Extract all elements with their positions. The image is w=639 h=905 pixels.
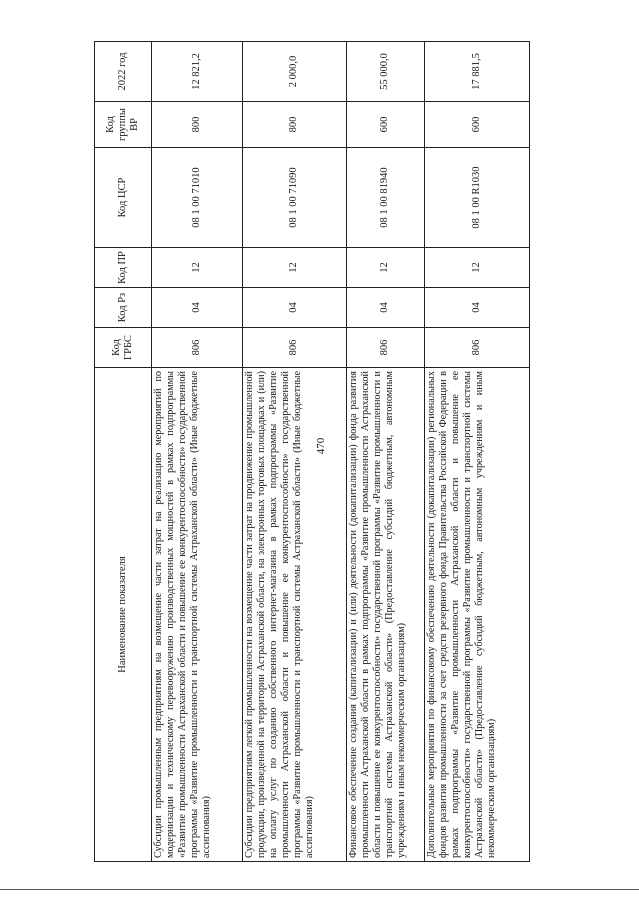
row-grbs: 806 — [425, 328, 530, 368]
row-name: Финансовое обеспечение создания (капитализации) и (или) деятельности (докапитализации) фонда развития промышленности Астраханской области в рамках подпрограммы «Развитие промышленности Астраханской области и повышение ее конкурентоспособности» государственной программы «Развитие промышленности и транспортной системы Астраханской области» (Предоставление субсидий бюджетным, автономным учреждениям и иным некоммерческим организациям) — [347, 368, 425, 862]
header-pr: Код ПР — [95, 248, 152, 288]
row-csr: 08 1 00 81940 — [347, 148, 425, 248]
row-pr: 12 — [243, 248, 347, 288]
rotated-table-wrapper — [94, 42, 526, 862]
row-name: Дополнительные мероприятия по финансовому обеспечению деятельности (докапитализации) региональных фондов развития промышленности за счет средств резервного фонда Правительства Российской Федерации в рамках подпрограммы «Развитие промышленности Астраханской области и повышение ее конкурентоспособности» государственной программы «Развитие промышленности и транспортной системы Астраханской области» (Предоставление субсидий бюджетным, автономным учреждениям и иным некоммерческим организациям) — [425, 368, 530, 862]
table-row — [152, 42, 243, 862]
table-row — [347, 42, 425, 862]
row-year: 2 000,0 — [243, 42, 347, 102]
row-name: Субсидии предприятиям легкой промышленности на возмещение части затрат на продвижение промышленной продукции, произведенной на территории Астраханской области, на электронных торговых площадках и (или) на оплату услуг по созданию собственного интернет-магазина в рамках подпрограммы «Развитие промышленности Астраханской области и повышение ее конкурентоспособности» государственной программы «Развитие промышленности и транспортной системы Астраханской области» (Иные бюджетные ассигнования) — [243, 368, 347, 862]
row-rz: 04 — [347, 288, 425, 328]
row-name: Субсидии промышленным предприятиям на возмещение части затрат на реализацию мероприятий по модернизации и техническому перевооружению производственных мощностей в рамках подпрограммы «Развитие промышленности Астраханской области и повышение ее конкурентоспособности» государственной программы «Развитие промышленности и транспортной системы Астраханской области» (Иные бюджетные ассигнования) — [152, 368, 243, 862]
header-rz: Код Рз — [95, 288, 152, 328]
header-name: Наименование показателя — [95, 368, 152, 862]
row-vr: 600 — [347, 102, 425, 148]
row-year: 17 881,5 — [425, 42, 530, 102]
row-grbs: 806 — [152, 328, 243, 368]
row-vr: 800 — [243, 102, 347, 148]
table-row — [425, 42, 530, 862]
row-csr: 08 1 00 R1030 — [425, 148, 530, 248]
row-csr: 08 1 00 71010 — [152, 148, 243, 248]
row-grbs: 806 — [243, 328, 347, 368]
header-vr: Код группы ВР — [95, 102, 152, 148]
header-year: 2022 год — [95, 42, 152, 102]
row-csr: 08 1 00 71090 — [243, 148, 347, 248]
table-header-row — [95, 42, 152, 862]
bottom-divider — [0, 889, 639, 890]
header-grbs: Код ГРБС — [95, 328, 152, 368]
row-vr: 800 — [152, 102, 243, 148]
row-pr: 12 — [347, 248, 425, 288]
row-pr: 12 — [152, 248, 243, 288]
row-grbs: 806 — [347, 328, 425, 368]
page-number: 470 — [315, 437, 327, 455]
row-rz: 04 — [425, 288, 530, 328]
header-csr: Код ЦСР — [95, 148, 152, 248]
row-year: 12 821,2 — [152, 42, 243, 102]
row-pr: 12 — [425, 248, 530, 288]
table-row — [243, 42, 347, 862]
row-year: 55 000,0 — [347, 42, 425, 102]
budget-table — [94, 41, 530, 862]
row-rz: 04 — [243, 288, 347, 328]
row-rz: 04 — [152, 288, 243, 328]
row-vr: 600 — [425, 102, 530, 148]
